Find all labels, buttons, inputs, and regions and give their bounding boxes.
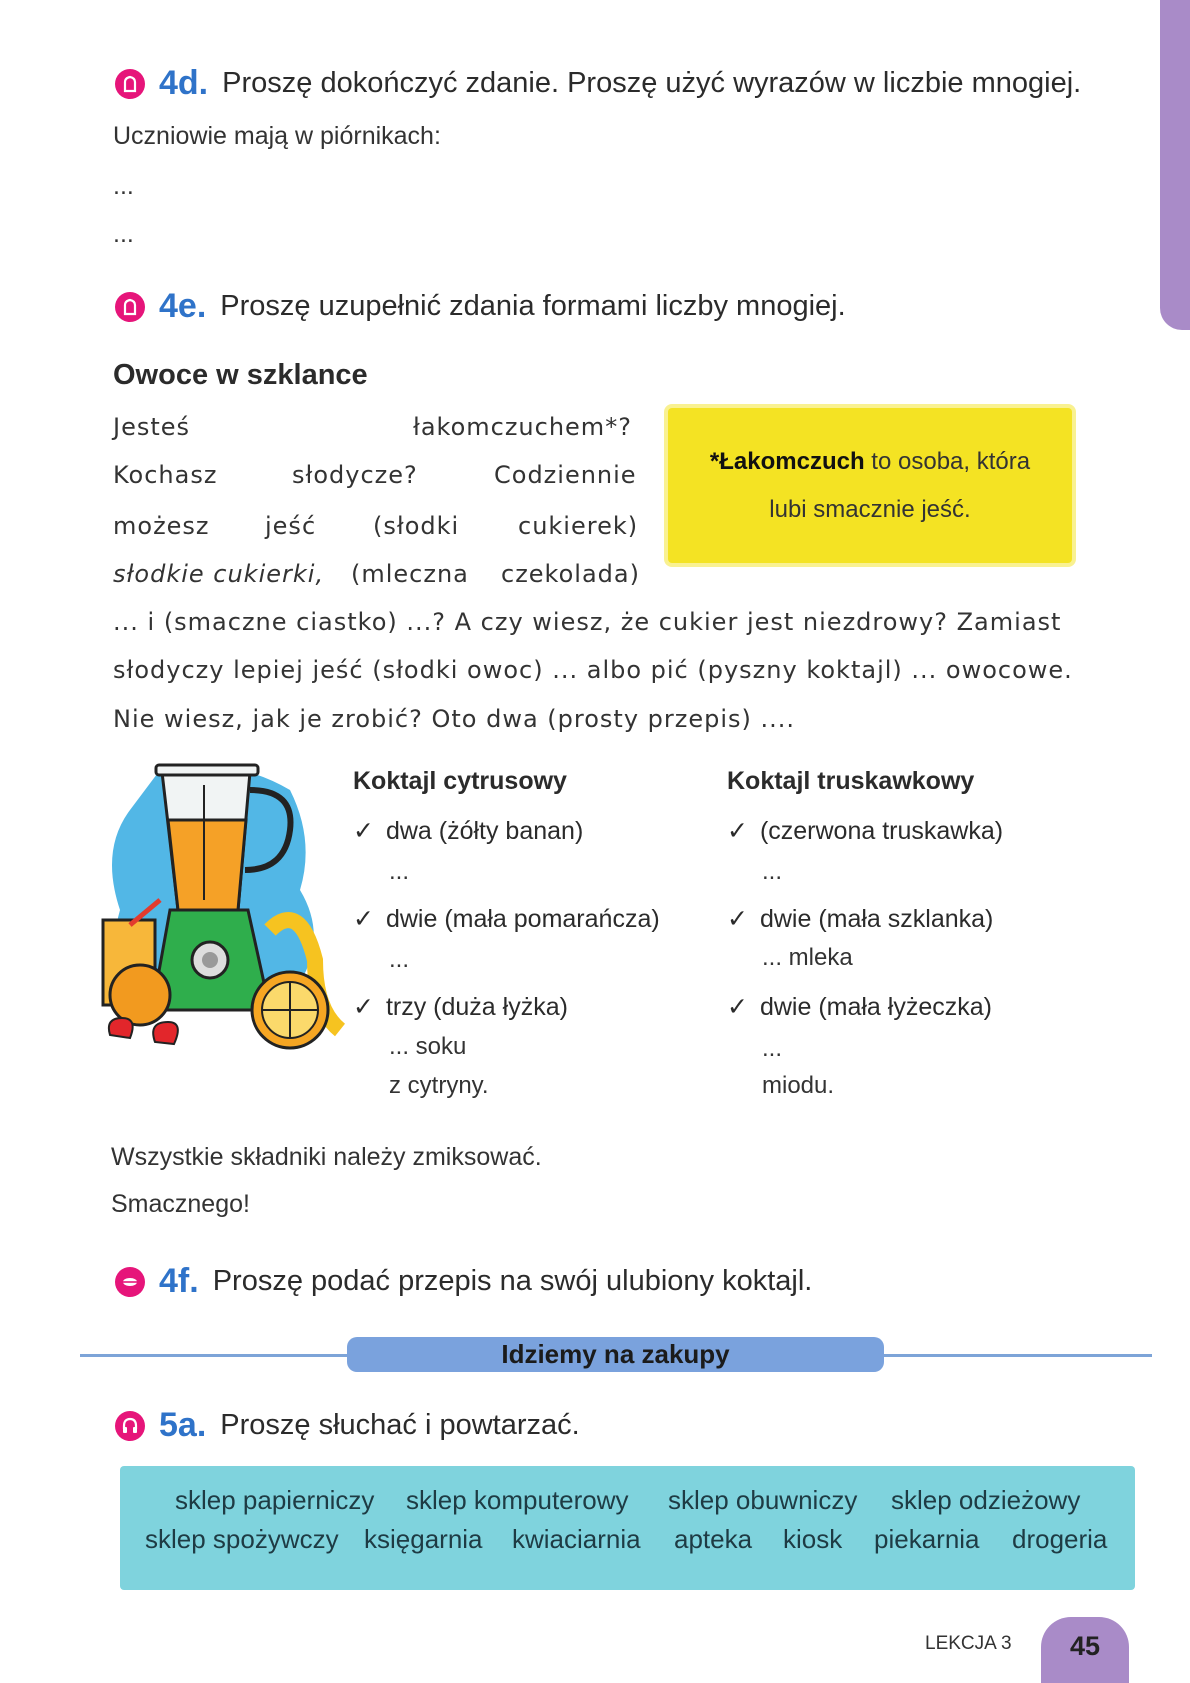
checkmark-icon: ✓ <box>353 993 374 1021</box>
exercise-4e-header <box>115 287 846 326</box>
ingredient-text: miodu. <box>762 1072 835 1099</box>
vocabulary-word: kiosk <box>783 1524 843 1554</box>
text-word: czekolada) <box>501 560 640 588</box>
page-number-text: 45 <box>1069 1631 1101 1661</box>
exercise-4f-header <box>115 1262 812 1301</box>
vocabulary-word: księgarnia <box>364 1524 483 1554</box>
writing-hand-icon <box>115 292 145 322</box>
ingredient-item <box>727 816 1003 846</box>
text-title: Owoce w szklance <box>113 359 368 391</box>
answer-blank: ... <box>113 220 134 248</box>
text-word: Kochasz <box>113 461 218 489</box>
footnote-line: lubi smacznie jeść. <box>769 495 971 523</box>
headphones-icon <box>115 1411 145 1441</box>
vocabulary-word: sklep komputerowy <box>406 1485 629 1515</box>
footnote-term: *Łakomczuch <box>709 447 865 475</box>
closing-line: Wszystkie składniki należy zmiksować. <box>111 1143 542 1171</box>
text-line: Nie wiesz, jak je zrobić? Oto dwa (prosty przepis) .... <box>113 705 796 733</box>
recipe-title-citrus: Koktajl cytrusowy <box>353 767 567 795</box>
text-word: łakomczuchem*? <box>413 413 632 441</box>
exercise-number: 5a. <box>159 1406 207 1444</box>
speaking-mouth-icon <box>115 1267 145 1297</box>
text-word: (słodki <box>373 512 460 540</box>
ingredient-item <box>727 992 992 1022</box>
ingredient-text: trzy (duża łyżka) <box>385 993 568 1021</box>
text-line: ... i (smaczne ciastko) ...? A czy wiesz, że cukier jest niezdrowy? Zamiast <box>113 608 1062 636</box>
vocabulary-word: drogeria <box>1012 1524 1108 1554</box>
ingredient-text: (czerwona truskawka) <box>759 817 1004 845</box>
text-word: słodycze? <box>292 461 418 489</box>
text-word: jeść <box>265 512 317 540</box>
ingredient-text: z cytryny. <box>389 1072 489 1099</box>
ingredient-text: dwie (mała szklanka) <box>759 905 994 933</box>
closing-line: Smacznego! <box>111 1190 250 1218</box>
exercise-number: 4e. <box>159 287 207 325</box>
exercise-instruction: Proszę uzupełnić zdania formami liczby mnogiej. <box>220 290 846 322</box>
page-number <box>1041 1617 1129 1683</box>
answer-blank: ... <box>389 946 410 973</box>
section-title <box>347 1337 884 1372</box>
chapter-tab <box>1160 0 1190 330</box>
exercise-prompt: Uczniowie mają w piórnikach: <box>113 122 441 150</box>
footnote-box <box>668 408 1072 563</box>
ingredient-text: ... mleka <box>762 944 853 971</box>
vocabulary-word: sklep spożywczy <box>145 1524 339 1554</box>
checkmark-icon: ✓ <box>353 817 374 845</box>
text-word: Jesteś <box>113 413 191 441</box>
text-word: (mleczna <box>351 560 469 588</box>
ingredient-text: dwie (mała łyżeczka) <box>759 993 992 1021</box>
ingredient-item <box>353 992 568 1022</box>
answer-blank: ... <box>762 1035 783 1062</box>
ingredient-text: dwie (mała pomarańcza) <box>385 905 660 933</box>
vocabulary-word: sklep odzieżowy <box>891 1485 1081 1515</box>
ingredient-text: dwa (żółty banan) <box>385 817 584 845</box>
exercise-5a-header <box>115 1406 580 1445</box>
lesson-label: LEKCJA 3 <box>925 1633 1012 1654</box>
checkmark-icon: ✓ <box>727 993 748 1021</box>
ingredient-item <box>353 904 660 934</box>
vocabulary-word: sklep papierniczy <box>175 1485 375 1515</box>
answer-blank: ... <box>762 858 783 885</box>
vocabulary-word: apteka <box>674 1524 753 1554</box>
vocabulary-word: kwiaciarnia <box>512 1524 641 1554</box>
exercise-instruction: Proszę podać przepis na swój ulubiony koktajl. <box>212 1265 813 1297</box>
text-word: Codziennie <box>494 461 637 489</box>
writing-hand-icon <box>115 69 145 99</box>
text-word: cukierek) <box>518 512 639 540</box>
footnote-line <box>710 438 1030 486</box>
exercise-instruction: Proszę słuchać i powtarzać. <box>220 1409 580 1441</box>
exercise-instruction: Proszę dokończyć zdanie. Proszę użyć wyrazów w liczbie mnogiej. <box>222 67 1082 99</box>
checkmark-icon: ✓ <box>727 905 748 933</box>
ingredient-item <box>353 816 583 846</box>
example-answer: słodkie cukierki, <box>113 560 325 588</box>
section-title-text: Idziemy na zakupy <box>501 1339 730 1369</box>
answer-blank: ... <box>389 858 410 885</box>
ingredient-item <box>727 904 993 934</box>
exercise-4d-header <box>115 64 1081 103</box>
vocabulary-word: piekarnia <box>874 1524 980 1554</box>
exercise-number: 4d. <box>159 64 209 102</box>
text-line: słodyczy lepiej jeść (słodki owoc) ... albo pić (pyszny koktajl) ... owocowe. <box>113 656 1073 684</box>
recipe-title-strawberry: Koktajl truskawkowy <box>727 767 975 795</box>
vocabulary-word: sklep obuwniczy <box>668 1485 858 1515</box>
checkmark-icon: ✓ <box>727 817 748 845</box>
exercise-number: 4f. <box>159 1262 199 1300</box>
blender-illustration <box>100 760 360 1060</box>
text-word: możesz <box>113 512 210 540</box>
checkmark-icon: ✓ <box>353 905 374 933</box>
footnote-text: to osoba, która <box>864 447 1031 475</box>
ingredient-text: ... soku <box>389 1033 467 1060</box>
answer-blank: ... <box>113 172 134 200</box>
